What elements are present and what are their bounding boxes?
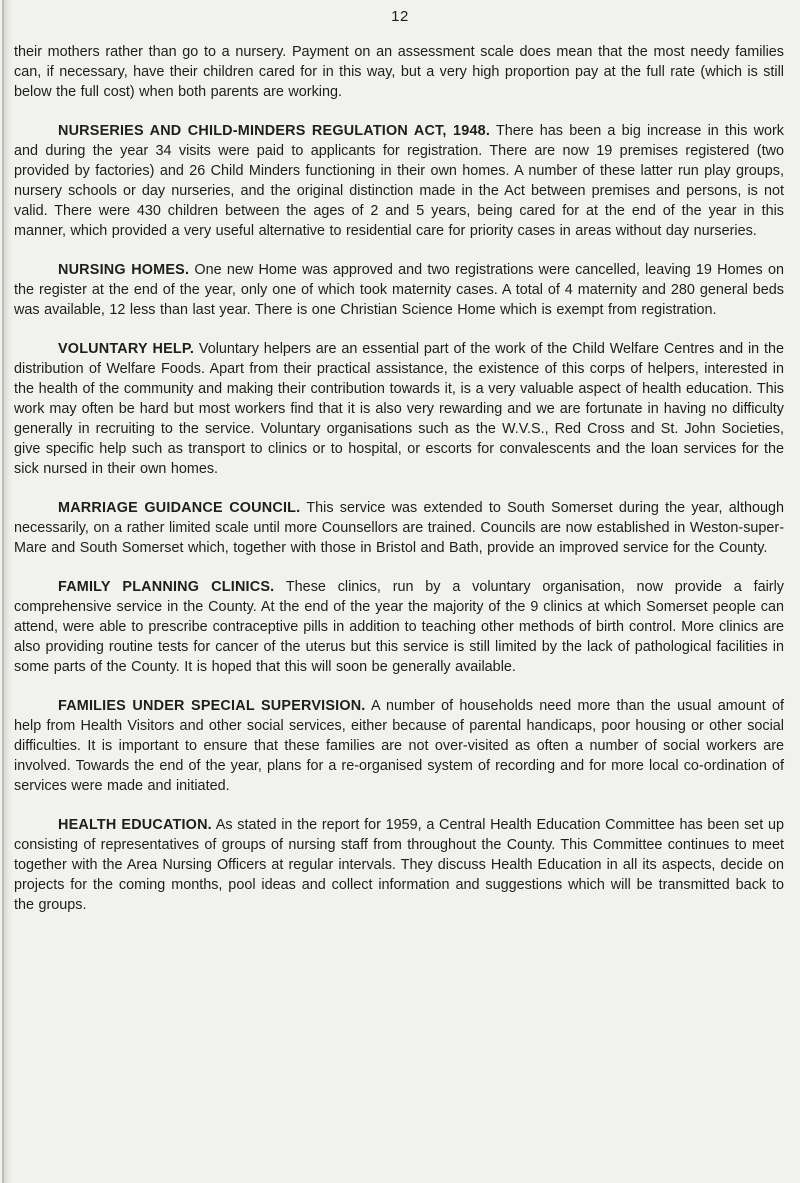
section-heading: FAMILY PLANNING CLINICS. [58, 579, 275, 595]
section-heading: VOLUNTARY HELP. [58, 341, 195, 357]
section-heading: FAMILIES UNDER SPECIAL SUPERVISION. [58, 698, 366, 714]
scan-edge [2, 0, 13, 1183]
page-number: 12 [391, 8, 409, 25]
paragraph-family-planning [14, 577, 784, 677]
paragraph-text: their mothers rather than go to a nursery. Payment on an assessment scale does mean that the most needy families can, if necessary, have their children cared for in this way, but a very high proportion pay at the full rate (which is still below the full cost) when both parents are working. [14, 44, 784, 100]
paragraph-continuation [14, 42, 784, 102]
paragraph-voluntary-help [14, 339, 784, 479]
document-body [14, 42, 784, 934]
paragraph-text: A number of households need more than the usual amount of help from Health Visitors and other social services, either because of parental handicaps, poor housing or other social difficulties. It is important to ensure that these families are not over-visited as often a number of social workers are involved. Towards the end of the year, plans for a re-organised system of recording and for more local co-ordination of services were made and initiated. [14, 698, 784, 794]
section-heading: NURSING HOMES. [58, 262, 190, 278]
paragraph-health-education [14, 815, 784, 915]
paragraph-text: These clinics, run by a voluntary organisation, now provide a fairly comprehensive service in the County. At the end of the year the majority of the 9 clinics at which Somerset people can attend, were able to prescribe contraceptive pills in addition to teaching other methods of birth control. More clinics are also providing routine tests for cancer of the uterus but this service is still limited by the lack of pathological facilities in some parts of the County. It is hoped that this will soon be generally available. [14, 579, 784, 675]
paragraph-special-supervision [14, 696, 784, 796]
paragraph-text: This service was extended to South Somerset during the year, although necessarily, on a rather limited scale until more Counsellors are trained. Councils are now established in Weston-super-Mare and South Somerset which, together with those in Bristol and Bath, provide an improved service for the County. [14, 500, 784, 556]
paragraph-nurseries-regulation [14, 121, 784, 241]
paragraph-marriage-guidance [14, 498, 784, 558]
paragraph-nursing-homes [14, 260, 784, 320]
section-heading: MARRIAGE GUIDANCE COUNCIL. [58, 500, 301, 516]
paragraph-text: One new Home was approved and two registrations were cancelled, leaving 19 Homes on the register at the end of the year, only one of which took maternity cases. A total of 4 maternity and 280 general beds was available, 12 less than last year. There is one Christian Science Home which is exempt from registration. [14, 262, 784, 318]
paragraph-text: Voluntary helpers are an essential part of the work of the Child Welfare Centres and in the distribution of Welfare Foods. Apart from their practical assistance, the existence of this corps of helpers, interested in the health of the community and making their contribution towards it, is a very valuable aspect of health education. This work may often be hard but most workers find that it is also very rewarding and we are fortunate in having no difficulty generally in recruiting to the service. Voluntary organisations such as the W.V.S., Red Cross and St. John Societies, give specific help such as transport to clinics or to hospital, or escorts for convalescents and the loan services for the sick nursed in their own homes. [14, 341, 785, 477]
section-heading: NURSERIES AND CHILD-MINDERS REGULATION ACT, 1948. [58, 123, 491, 139]
paragraph-text: There has been a big increase in this work and during the year 34 visits were paid to applicants for registration. There are now 19 premises registered (two provided by factories) and 26 Child Minders functioning in their own homes. A number of these latter run play groups, nursery schools or day nurseries, and the original distinction made in the Act between premises and persons, is not valid. There were 430 children between the ages of 2 and 5 years, being cared for at the end of the year in this manner, which provided a very useful alternative to residential care for priority cases in areas without day nurseries. [14, 123, 784, 239]
paragraph-text: As stated in the report for 1959, a Central Health Education Committee has been set up consisting of representatives of groups of nursing staff from throughout the County. This Committee continues to meet together with the Area Nursing Officers at regular intervals. They discuss Health Education in all its aspects, decide on projects for the coming months, pool ideas and collect information and suggestions which will be transmitted back to the groups. [14, 817, 784, 913]
section-heading: HEALTH EDUCATION. [58, 817, 212, 833]
